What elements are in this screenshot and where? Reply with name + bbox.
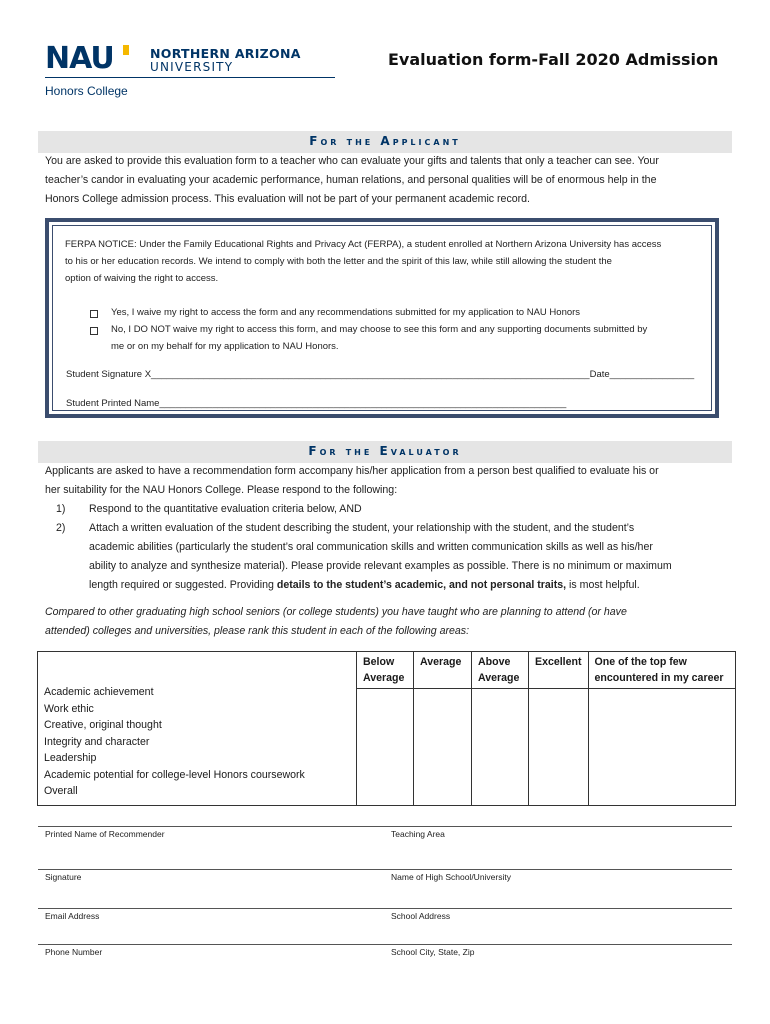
waive-no-checkbox[interactable] (90, 327, 98, 335)
student-signature-label: Student Signature X (66, 369, 152, 380)
ferpa-line: to his or her education records. We intend to comply with both the letter and the spirit of this law, while still allowing the student the (65, 256, 612, 267)
ferpa-inner-border (52, 225, 712, 411)
criteria-label: Academic potential for college-level Honors coursework (44, 768, 305, 781)
instruction-number: 1) (56, 503, 66, 515)
waive-yes-label: Yes, I waive my right to access the form and any recommendations submitted for my application to NAU Honors (111, 307, 581, 318)
logo-college-name: Honors College (45, 84, 128, 98)
instruction-item (45, 500, 725, 519)
instruction-text: academic abilities (particularly the student’s oral communication skills and written communication skills as well as his/her (89, 541, 653, 553)
instruction-item (45, 519, 725, 595)
evaluator-intro-line: Applicants are asked to have a recommendation form accompany his/her application from a person best qualified to evaluate his or (45, 465, 659, 477)
rating-table (37, 651, 736, 806)
nau-logo-mark: NAU (45, 41, 114, 76)
column-top-few: One of the top few encountered in my career (588, 652, 735, 689)
school-name-label: Name of High School/University (391, 872, 511, 882)
column-above-average: Above Average (472, 652, 529, 689)
instruction-text: Respond to the quantitative evaluation criteria below, AND (89, 503, 362, 515)
ferpa-line: FERPA NOTICE: Under the Family Educational Rights and Privacy Act (FERPA), a student enrolled at Northern Arizona University has access (65, 239, 662, 250)
criteria-label: Leadership (44, 752, 97, 764)
ferpa-notice-text (65, 236, 701, 287)
printed-name-label: Printed Name of Recommender (45, 829, 165, 839)
waive-yes-checkbox[interactable] (90, 310, 98, 318)
logo-university-name: NORTHERN ARIZONA (150, 46, 301, 61)
column-excellent: Excellent (529, 652, 589, 689)
rating-cell-below-average[interactable] (357, 689, 414, 806)
rating-instructions-line: attended) colleges and universities, please rank this student in each of the following areas: (45, 625, 470, 637)
rating-cell-excellent[interactable] (529, 689, 589, 806)
evaluator-instructions (45, 500, 725, 595)
criteria-label: Overall (44, 785, 78, 797)
ferpa-line: option of waiving the right to access. (65, 273, 219, 284)
email-line[interactable] (38, 908, 732, 909)
email-label: Email Address (45, 911, 100, 921)
signature-label: Signature (45, 872, 82, 882)
criteria-column (38, 652, 357, 806)
rating-instructions-line: Compared to other graduating high school seniors (or college students) you have taught who are planning to attend (or have (45, 606, 627, 618)
ferpa-notice-box (45, 218, 719, 418)
document-title: Evaluation form-Fall 2020 Admission (388, 50, 719, 69)
criteria-label: Creative, original thought (44, 719, 162, 731)
waive-no-label-cont: me or on my behalf for my application to NAU Honors. (111, 341, 339, 352)
applicant-section-header (38, 131, 732, 153)
applicant-intro-line: You are asked to provide this evaluation form to a teacher who can evaluate your gifts and talents that only a teacher can see. Your (45, 155, 659, 167)
rating-cell-average[interactable] (414, 689, 472, 806)
evaluator-heading: For the Evaluator (308, 444, 462, 458)
evaluator-intro-line: her suitability for the NAU Honors College. Please respond to the following: (45, 484, 398, 496)
criteria-label: Academic achievement (44, 686, 154, 698)
school-city-label: School City, State, Zip (391, 947, 475, 957)
instruction-text: ability to analyze and synthesize material). Please provide relevant examples as possible. There is no minimum or maximum (89, 560, 672, 572)
criteria-label: Integrity and character (44, 735, 150, 748)
school-address-label: School Address (391, 911, 451, 921)
instruction-text: length required or suggested. Providing details to the student’s academic, and not personal traits, is most helpful. (89, 579, 640, 591)
student-signature-field[interactable] (66, 366, 706, 383)
rating-instructions (45, 603, 725, 641)
recommender-line[interactable] (38, 826, 732, 827)
date-line: ________________ (609, 369, 695, 380)
applicant-intro-line: Honors College admission process. This evaluation will not be part of your permanent academic record. (45, 193, 531, 205)
evaluator-section-header (38, 441, 732, 463)
student-printed-name-line: _____________________________________________________________________________ (159, 398, 567, 409)
logo-university-word: UNIVERSITY (150, 60, 234, 74)
signature-line[interactable] (38, 869, 732, 870)
date-label: Date (589, 369, 610, 380)
applicant-intro-line: teacher’s candor in evaluating your academic performance, human relations, and personal qualities will be of enormous help in the (45, 174, 657, 186)
phone-label: Phone Number (45, 947, 103, 957)
logo-accent-bar (123, 45, 129, 55)
instruction-number: 2) (56, 522, 66, 534)
phone-line[interactable] (38, 944, 732, 945)
student-printed-name-field[interactable] (66, 395, 666, 412)
teaching-area-label: Teaching Area (391, 829, 445, 839)
rating-cell-top-few[interactable] (588, 689, 735, 806)
column-average: Average (414, 652, 472, 689)
student-printed-name-label: Student Printed Name (66, 398, 160, 409)
column-below-average: Below Average (357, 652, 414, 689)
rating-cell-above-average[interactable] (472, 689, 529, 806)
criteria-label: Work ethic (44, 702, 94, 715)
student-signature-line: ___________________________________________________________________________________ (151, 369, 590, 380)
applicant-heading: For the Applicant (309, 134, 461, 148)
evaluator-intro (45, 462, 725, 595)
instruction-emphasis: details to the student’s academic, and not personal traits, (276, 579, 567, 591)
waive-no-label: No, I DO NOT waive my right to access this form, and may choose to see this form and any supporting documents submitted by (111, 324, 648, 335)
applicant-intro (45, 152, 725, 209)
logo-divider (45, 77, 335, 78)
instruction-text: Attach a written evaluation of the student describing the student, your relationship with the student, and the student’s (89, 522, 635, 534)
